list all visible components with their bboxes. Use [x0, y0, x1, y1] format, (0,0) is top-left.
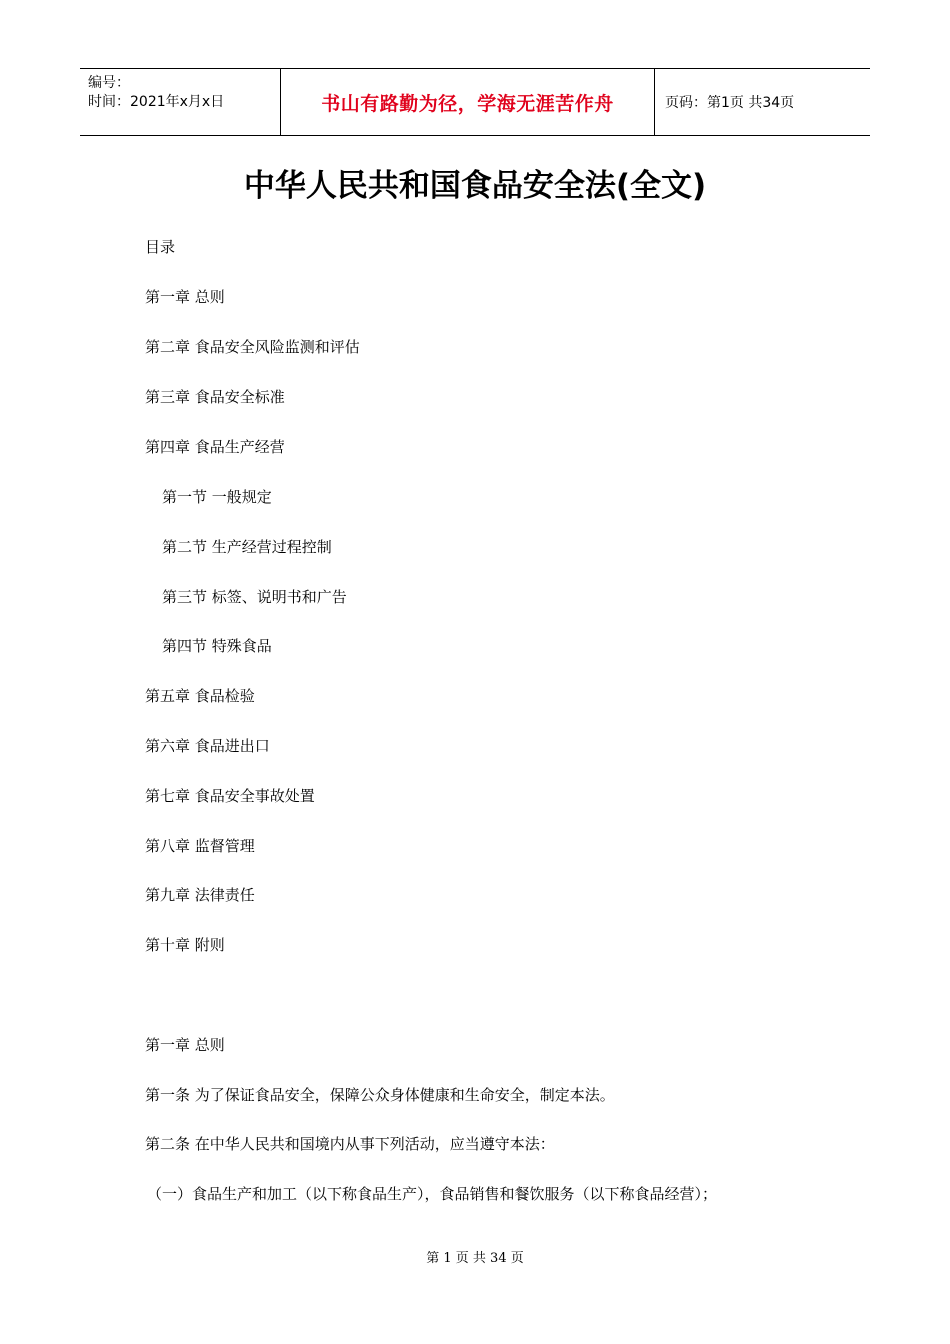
toc-subitem: 第二节 生产经营过程控制 [162, 538, 332, 556]
toc-subitem: 第三节 标签、说明书和广告 [162, 588, 347, 606]
document-title: 中华人民共和国食品安全法(全文) [243, 168, 707, 204]
toc-item: 第一章 总则 [145, 288, 225, 306]
toc-item: 第十章 附则 [145, 936, 225, 954]
toc-item: 第三章 食品安全标准 [145, 388, 285, 406]
page-info: 页码：第1页 共34页 [665, 95, 795, 111]
motto-text: 书山有路勤为径，学海无涯苦作舟 [321, 92, 614, 115]
toc-item: 第七章 食品安全事故处置 [145, 787, 315, 805]
header-meta-cell [80, 69, 281, 135]
chapter-heading: 第一章 总则 [145, 1036, 225, 1054]
time-label: 时间：2021年x月x日 [88, 94, 225, 110]
article-paragraph: 第二条 在中华人民共和国境内从事下列活动，应当遵守本法： [145, 1135, 555, 1153]
toc-subitem: 第一节 一般规定 [162, 488, 272, 506]
toc-item: 第六章 食品进出口 [145, 737, 270, 755]
toc-subitem: 第四节 特殊食品 [162, 637, 272, 655]
article-clause: （一）食品生产和加工（以下称食品生产），食品销售和餐饮服务（以下称食品经营）； [147, 1185, 718, 1203]
header-table [80, 68, 870, 136]
toc-item: 第四章 食品生产经营 [145, 438, 285, 456]
toc-item: 第八章 监督管理 [145, 837, 255, 855]
header-motto-cell [281, 69, 655, 135]
header-page-cell [655, 69, 870, 135]
toc-item: 第二章 食品安全风险监测和评估 [145, 338, 360, 356]
article-paragraph: 第一条 为了保证食品安全，保障公众身体健康和生命安全，制定本法。 [145, 1086, 615, 1104]
number-label: 编号： [88, 75, 130, 91]
toc-heading: 目录 [145, 238, 176, 256]
toc-item: 第五章 食品检验 [145, 687, 255, 705]
toc-item: 第九章 法律责任 [145, 886, 255, 904]
page-footer: 第 1 页 共 34 页 [426, 1251, 524, 1266]
